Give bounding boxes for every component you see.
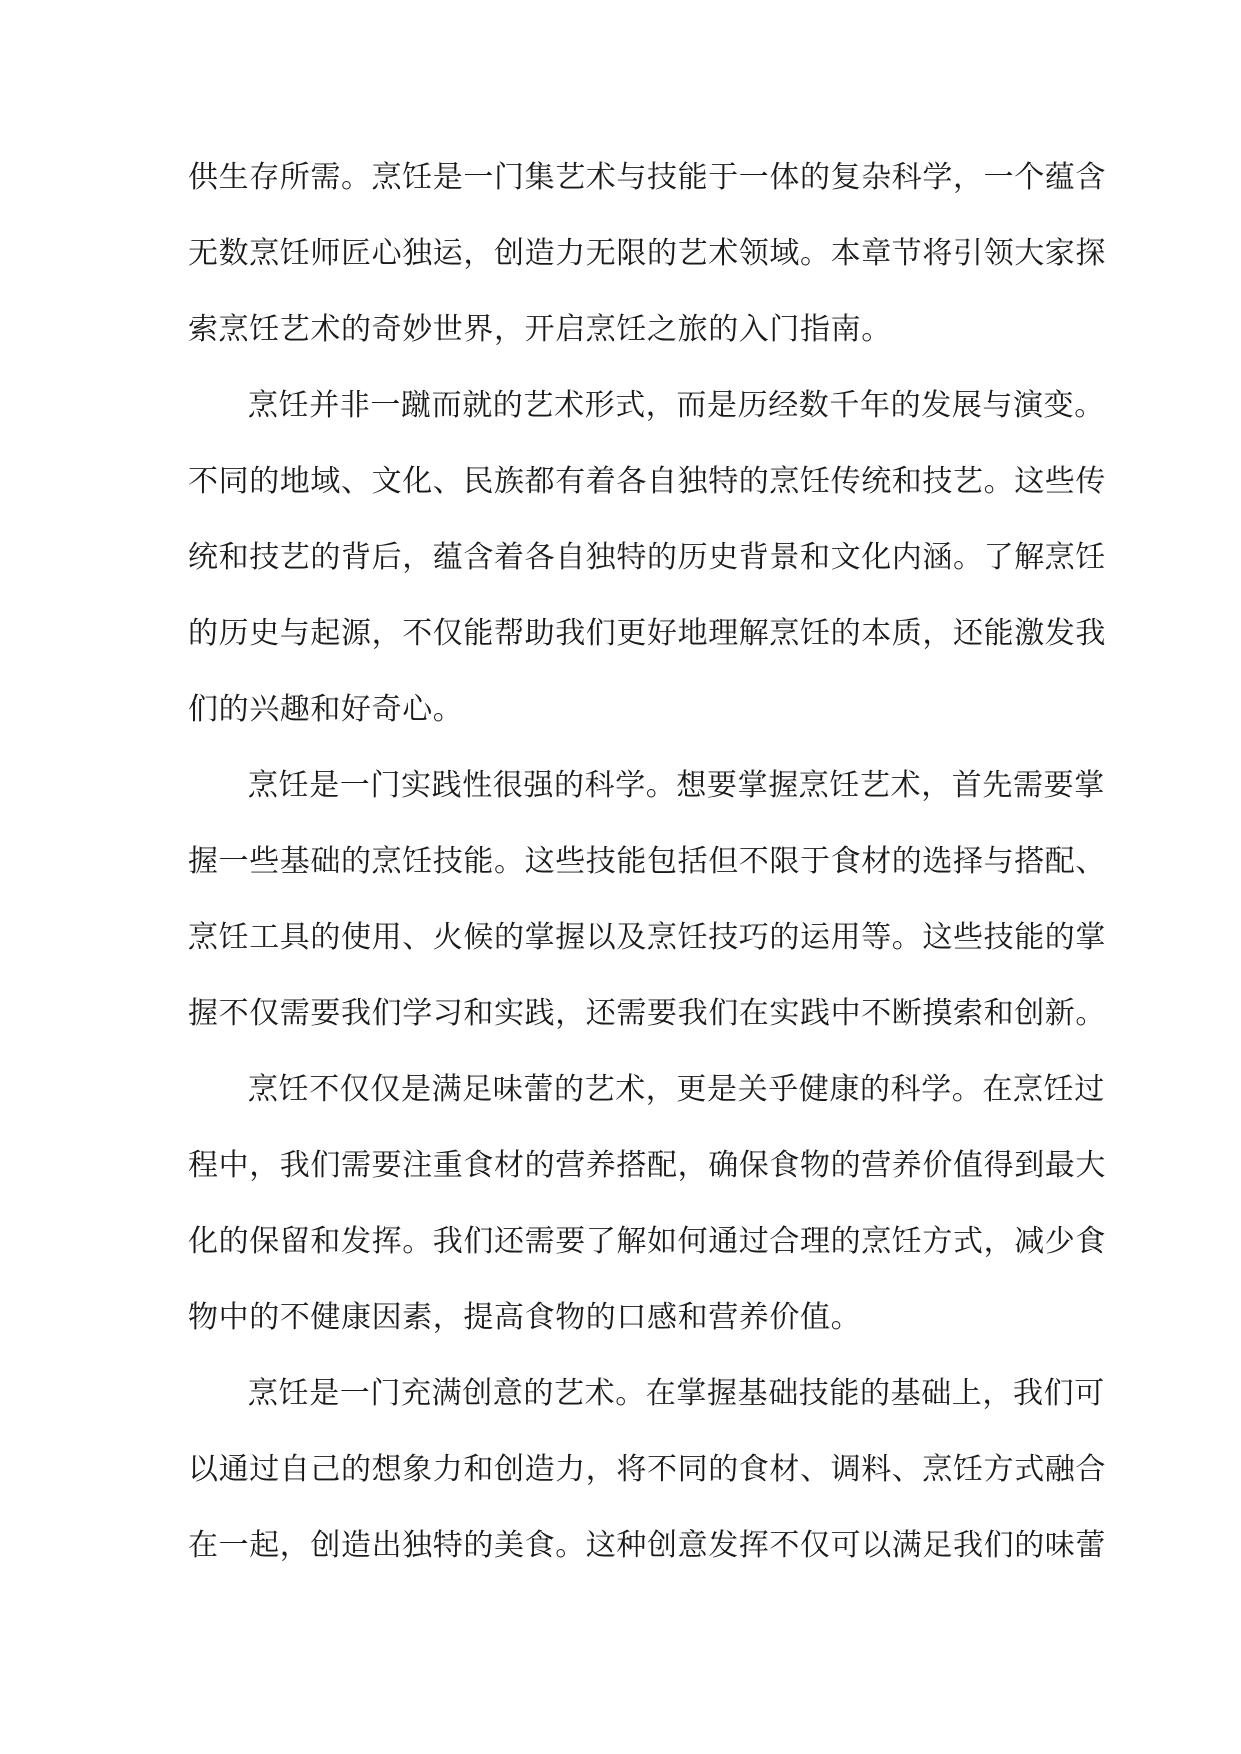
paragraph-5: [188, 1356, 1106, 1584]
paragraph-3: [188, 748, 1106, 1052]
text-line: 化的保留和发挥。我们还需要了解如何通过合理的烹饪方式，减少食: [188, 1224, 1106, 1259]
text-line: 烹饪是一门实践性很强的科学。想要掌握烹饪艺术，首先需要掌: [248, 768, 1105, 803]
text-line: 握一些基础的烹饪技能。这些技能包括但不限于食材的选择与搭配、: [188, 844, 1106, 879]
text-line: 索烹饪艺术的奇妙世界，开启烹饪之旅的入门指南。: [188, 312, 892, 347]
paragraph-4: [188, 1052, 1106, 1356]
text-line: 供生存所需。烹饪是一门集艺术与技能于一体的复杂科学，一个蕴含: [188, 160, 1106, 195]
document-body: [188, 140, 1106, 1584]
text-line: 程中，我们需要注重食材的营养搭配，确保食物的营养价值得到最大: [188, 1148, 1106, 1183]
text-line: 无数烹饪师匠心独运，创造力无限的艺术领域。本章节将引领大家探: [188, 236, 1106, 271]
text-line: 烹饪不仅仅是满足味蕾的艺术，更是关乎健康的科学。在烹饪过: [248, 1072, 1105, 1107]
text-line: 统和技艺的背后，蕴含着各自独特的历史背景和文化内涵。了解烹饪: [188, 540, 1106, 575]
text-line: 烹饪并非一蹴而就的艺术形式，而是历经数千年的发展与演变。: [248, 388, 1105, 423]
paragraph-1: [188, 140, 1106, 368]
text-line: 烹饪工具的使用、火候的掌握以及烹饪技巧的运用等。这些技能的掌: [188, 920, 1106, 955]
text-line: 握不仅需要我们学习和实践，还需要我们在实践中不断摸索和创新。: [188, 996, 1106, 1031]
text-line: 们的兴趣和好奇心。: [188, 692, 464, 727]
text-line: 物中的不健康因素，提高食物的口感和营养价值。: [188, 1300, 862, 1335]
text-line: 不同的地域、文化、民族都有着各自独特的烹饪传统和技艺。这些传: [188, 464, 1106, 499]
text-line: 的历史与起源，不仅能帮助我们更好地理解烹饪的本质，还能激发我: [188, 616, 1106, 651]
text-line: 烹饪是一门充满创意的艺术。在掌握基础技能的基础上，我们可: [248, 1376, 1105, 1411]
text-line: 以通过自己的想象力和创造力，将不同的食材、调料、烹饪方式融合: [188, 1452, 1106, 1487]
text-line: 在一起，创造出独特的美食。这种创意发挥不仅可以满足我们的味蕾: [188, 1528, 1106, 1563]
paragraph-2: [188, 368, 1106, 748]
